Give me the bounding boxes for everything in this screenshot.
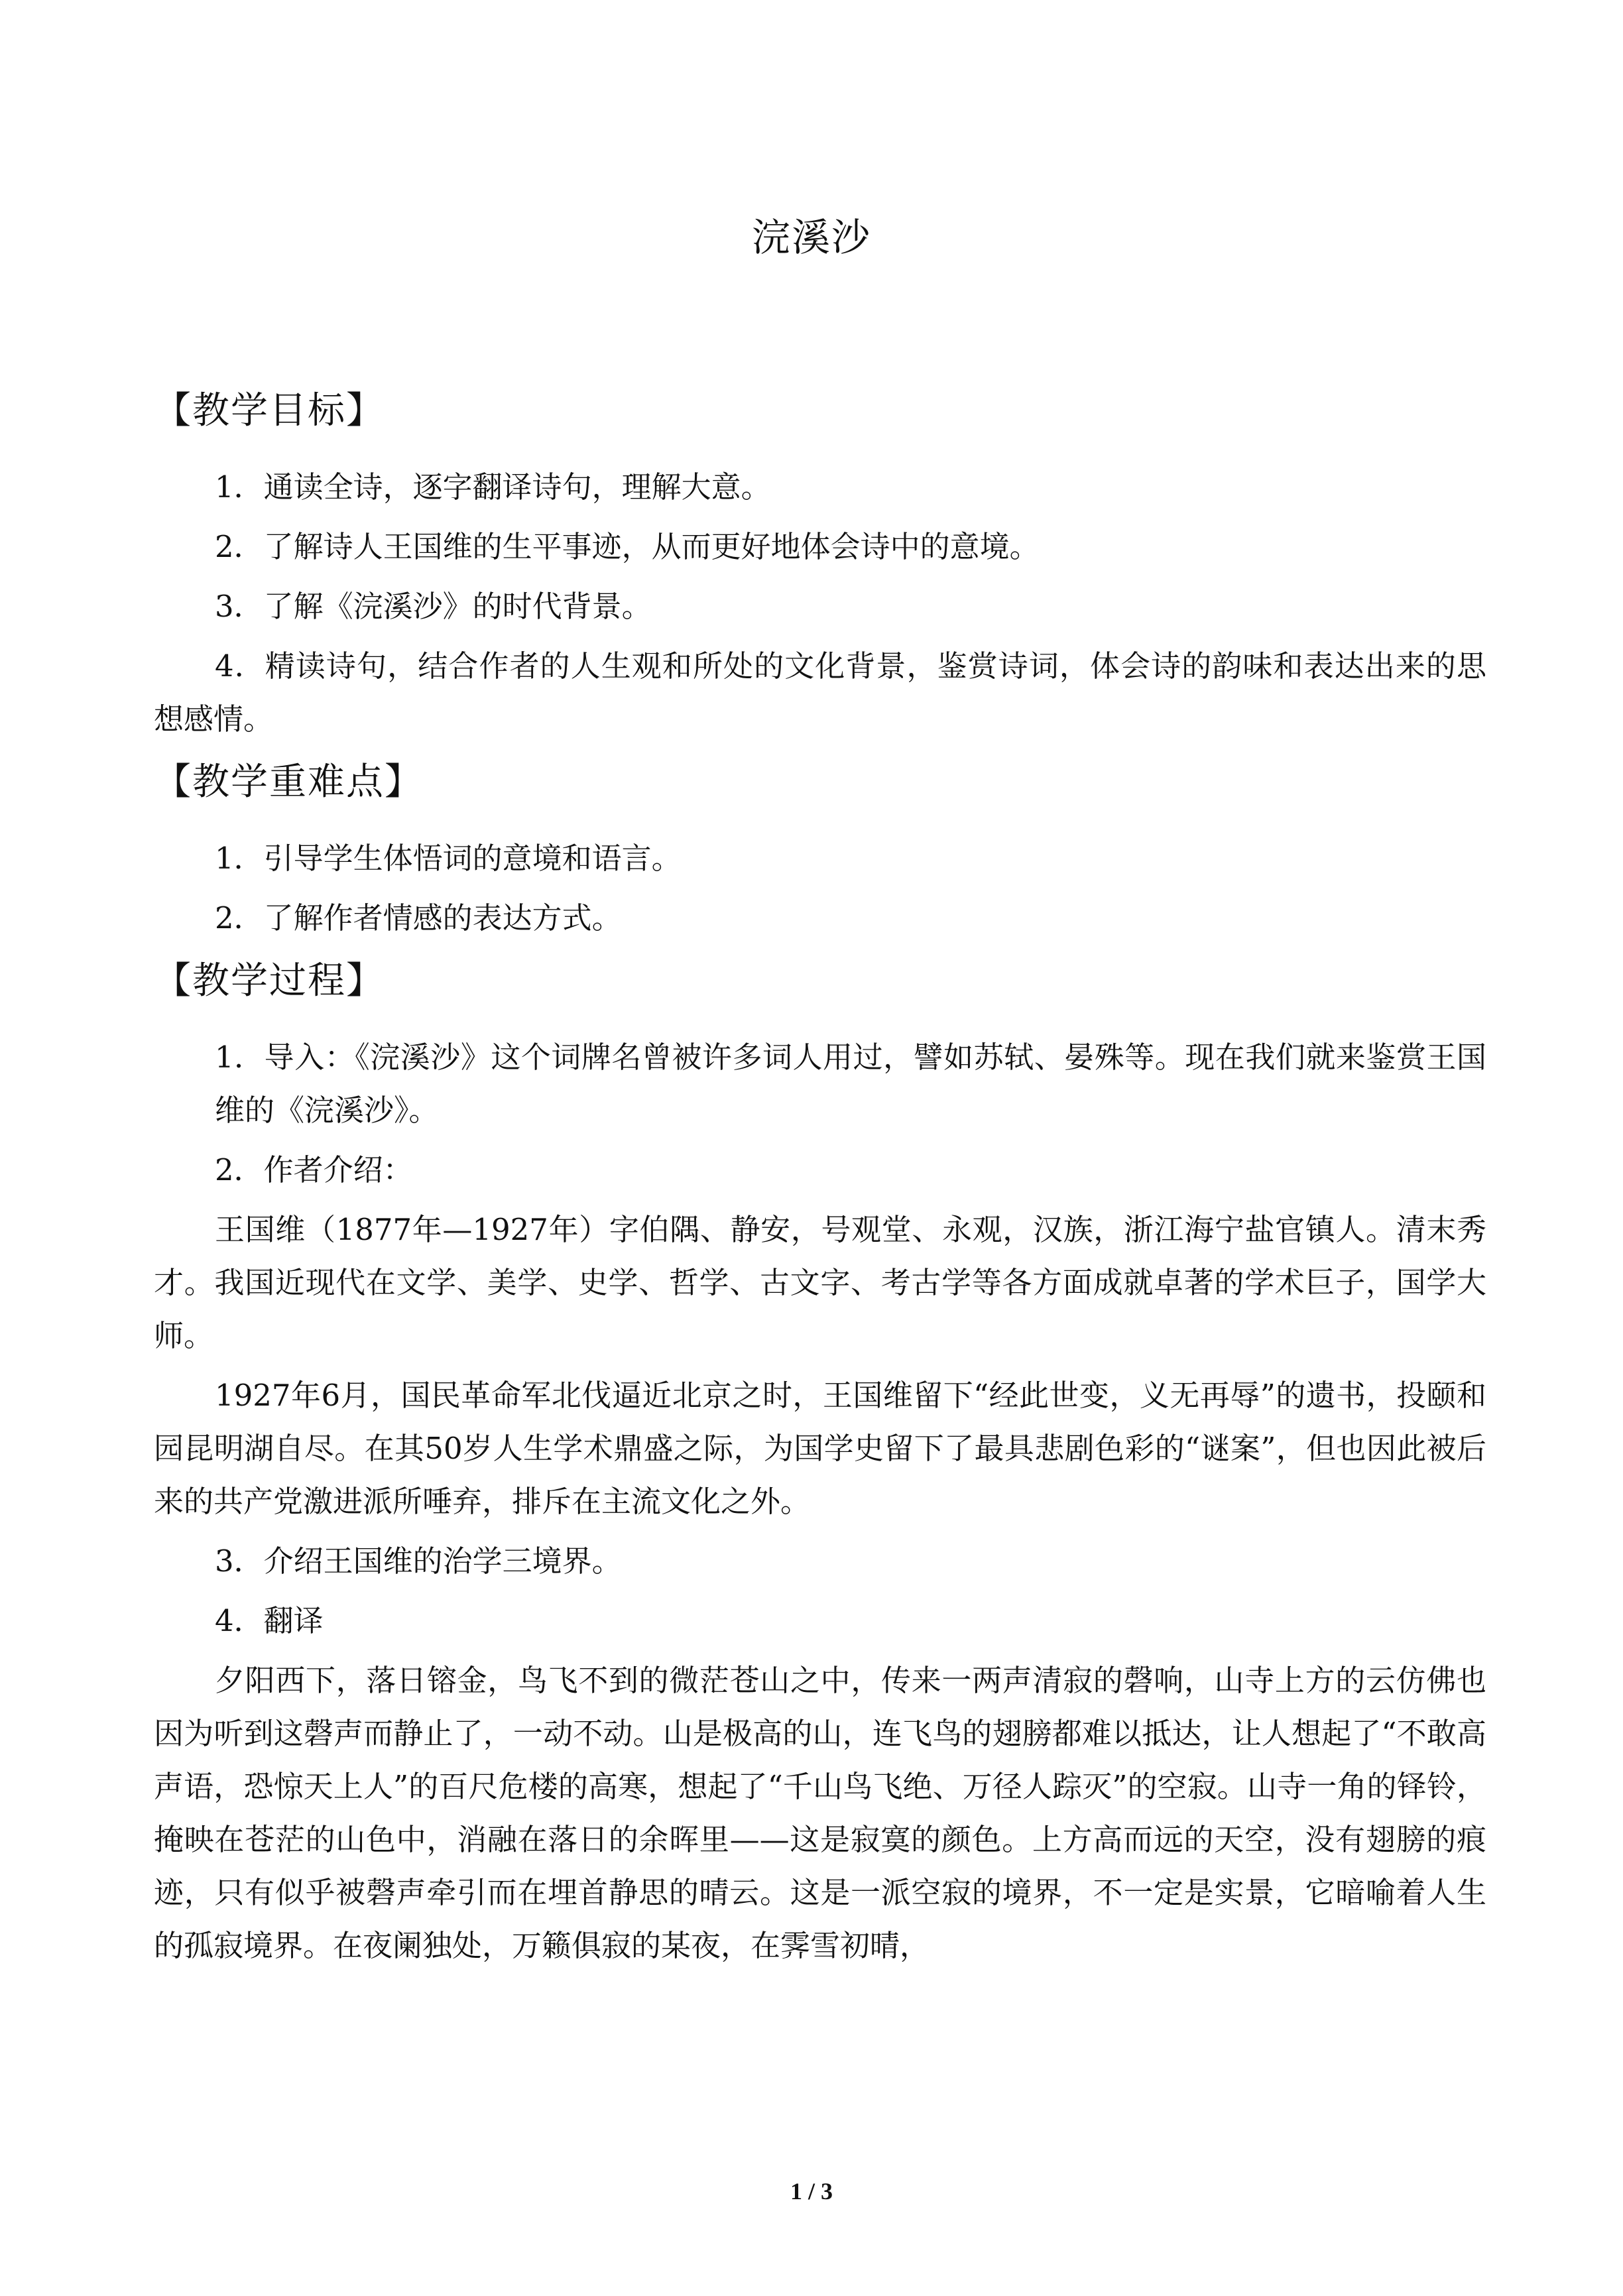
page-number: 1 / 3 (790, 2178, 833, 2205)
process-step: 2．作者介绍： (215, 1152, 413, 1187)
section-heading-objectives: 【教学目标】 (154, 389, 385, 432)
key-point-item: 2．了解作者情感的表达方式。 (215, 900, 622, 936)
objective-item: 3．了解《浣溪沙》的时代背景。 (215, 589, 652, 624)
section-heading-process: 【教学过程】 (154, 959, 385, 1002)
author-bio: 王国维（1877年—1927年）字伯隅、静安，号观堂、永观，汉族，浙江海宁盐官镇人。清末秀才。我国近现代在文学、美学、史学、哲学、古文字、考古学等各方面成就卓著的学术巨子，国学大师。 (154, 1212, 1486, 1353)
objective-item: 4．精读诗句，结合作者的人生观和所处的文化背景，鉴赏诗词，体会诗的韵味和表达出来的思想感情。 (154, 648, 1486, 737)
objective-item: 1．通读全诗，逐字翻译诗句，理解大意。 (215, 469, 771, 505)
section-heading-key-points: 【教学重难点】 (154, 760, 423, 804)
document-body (154, 381, 1486, 1979)
process-intro: 1．导入：《浣溪沙》这个词牌名曾被许多词人用过，譬如苏轼、晏殊等。现在我们就来鉴赏王国维的《浣溪沙》。 (215, 1040, 1486, 1128)
objective-item: 2．了解诗人王国维的生平事迹，从而更好地体会诗中的意境。 (215, 529, 1040, 564)
translation-text: 夕阳西下，落日镕金，鸟飞不到的微茫苍山之中，传来一两声清寂的磬响，山寺上方的云仿佛也因为听到这磬声而静止了，一动不动。山是极高的山，连飞鸟的翅膀都难以抵达，让人想起了“不敢高声语，恐惊天上人”的百尺危楼的高寒，想起了“千山鸟飞绝、万径人踪灭”的空寂。山寺一角的铎铃，掩映在苍茫的山色中，消融在落日的余晖里——这是寂寞的颜色。上方高而远的天空，没有翅膀的痕迹，只有似乎被磬声牵引而在埋首静思的晴云。这是一派空寂的境界，不一定是实景，它暗喻着人生的孤寂境界。在夜阑独处，万籁俱寂的某夜，在霁雪初晴， (154, 1663, 1486, 1963)
author-death: 1927年6月，国民革命军北伐逼近北京之时，王国维留下“经此世变，义无再辱”的遗书，投颐和园昆明湖自尽。在其50岁人生学术鼎盛之际，为国学史留下了最具悲剧色彩的“谜案”，但也因此被后来的共产党激进派所唾弃，排斥在主流文化之外。 (154, 1378, 1486, 1519)
process-step: 4．翻译 (215, 1603, 324, 1638)
document-title: 浣溪沙 (751, 215, 871, 260)
process-step: 3．介绍王国维的治学三境界。 (215, 1543, 622, 1579)
key-point-item: 1．引导学生体悟词的意境和语言。 (215, 841, 682, 876)
